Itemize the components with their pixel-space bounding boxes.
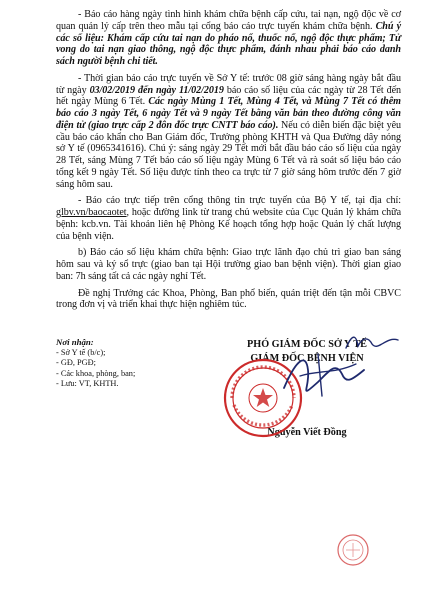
document-body xyxy=(56,9,401,316)
paragraph-closing: Đề nghị Trưởng các Khoa, Phòng, Ban phổ biến, quán triệt đến tận mỗi CBVC trong đơn vị và triển khai thực hiện nghiêm túc. xyxy=(56,287,401,311)
paragraph-online-portal: - Báo cáo trực tiếp trên cổng thông tin trực tuyến của Bộ Y tế, tại địa chỉ: glbv.vn/baocaotet, hoặc đường link từ trang chủ website của Cục Quản lý khám chữa bệnh: kcb.vn. Tài khoản liên hệ Phòng Kế hoạch tổng hợp hoặc Quản lý chất lượng của bệnh viện. xyxy=(56,195,401,242)
paragraph-section-b: b) Báo cáo số liệu khám chữa bệnh: Giao trực lãnh đạo chủ trì giao ban sáng hôm sau và ký sổ trực (giao ban tại Hội trường giao ban bệnh viện). Thời gian giao ban: 7h sáng tất cả các ngày nghỉ Tết. xyxy=(56,247,401,282)
holiday-report-note: Các ngày Mùng 1 Tết, Mùng 4 Tết, và Mùng 7 Tết có thêm báo cáo 3 ngày Tết, 6 ngày Tết và 9 ngày Tết bằng văn bản theo đường công văn điện tử (giao trực cấp 2 đôn đốc trực CNTT báo cáo). xyxy=(56,96,401,131)
recipient-item: - Lưu: VT, KHTH. xyxy=(56,379,119,389)
recipients-title: Nơi nhận: xyxy=(56,337,94,347)
date-range: 03/02/2019 đến ngày 11/02/2019 xyxy=(89,84,224,96)
recipient-item: - Các khoa, phòng, ban; xyxy=(56,368,136,378)
paragraph-note-emphasis: Chú ý các số liệu: Khám cấp cứu tai nạn do pháo nổ, thuốc nổ, ngộ độc thực phẩm; Tử vong do tai nạn giao thông, ngộ độc thực phẩm, đánh nhau phải báo cáo danh sách người bệnh chi tiết. xyxy=(56,20,401,67)
signer-role-line1: PHÓ GIÁM ĐỐC SỞ Y TẾ xyxy=(247,339,367,350)
bottom-stamp-icon xyxy=(335,532,371,568)
recipients-block xyxy=(56,337,206,390)
signer-role-line2: GIÁM ĐỐC BỆNH VIỆN xyxy=(250,353,364,364)
recipient-item: - Sở Y tế (b/c); xyxy=(56,347,106,357)
portal-link[interactable]: glbv.vn/baocaotet xyxy=(56,207,127,218)
signer-name: Nguyễn Viết Đồng xyxy=(267,427,347,438)
paragraph-report-time: - Thời gian báo cáo trực tuyến về Sở Y tế: trước 08 giờ sáng hàng ngày bắt đầu từ ngày 03/02/2019 đến ngày 11/02/2019 báo cáo số liệu của các ngày từ 28 Tết đến hết ngày Mùng 6 Tết. Các ngày Mùng 1 Tết, Mùng 4 Tết, và Mùng 7 Tết có thêm báo cáo 3 ngày Tết, 6 ngày Tết và 9 ngày Tết bằng văn bản theo đường công văn điện tử (giao trực cấp 2 đôn đốc trực CNTT báo cáo). Nếu có diễn biến đặc biệt yêu cầu báo cáo khẩn cho Ban Giám đốc, Trưởng phòng KHTH và Qua Đường dây nóng sở Y tế (0965341616). Chú ý: sáng ngày 29 Tết mới bắt đầu báo cáo số liệu của ngày 28 Tết, sáng Mùng 7 Tết báo cáo số liệu ngày Mùng 6 Tết và rà soát số liệu báo cáo tổng kết 9 ngày Tết. Số liệu được tính theo ca trực từ 7 giờ sáng hôm trước đến 7 giờ sáng hôm sau. xyxy=(56,72,402,190)
paragraph-daily-report: - Báo cáo hàng ngày tình hình khám chữa bệnh cấp cứu, tai nạn, ngộ độc về cơ quan quản lý cấp trên theo mẫu tại cổng báo cáo trực tuyến khám chữa bệnh. Chú ý các số liệu: Khám cấp cứu tai nạn do pháo nổ, thuốc nổ, ngộ độc thực phẩm; Tử vong do tai nạn giao thông, ngộ độc thực phẩm, đánh nhau phải báo cáo danh sách người bệnh chi tiết. xyxy=(56,9,401,67)
initials-mark-icon xyxy=(342,330,402,356)
recipient-item: - GĐ, PGĐ; xyxy=(56,358,96,368)
